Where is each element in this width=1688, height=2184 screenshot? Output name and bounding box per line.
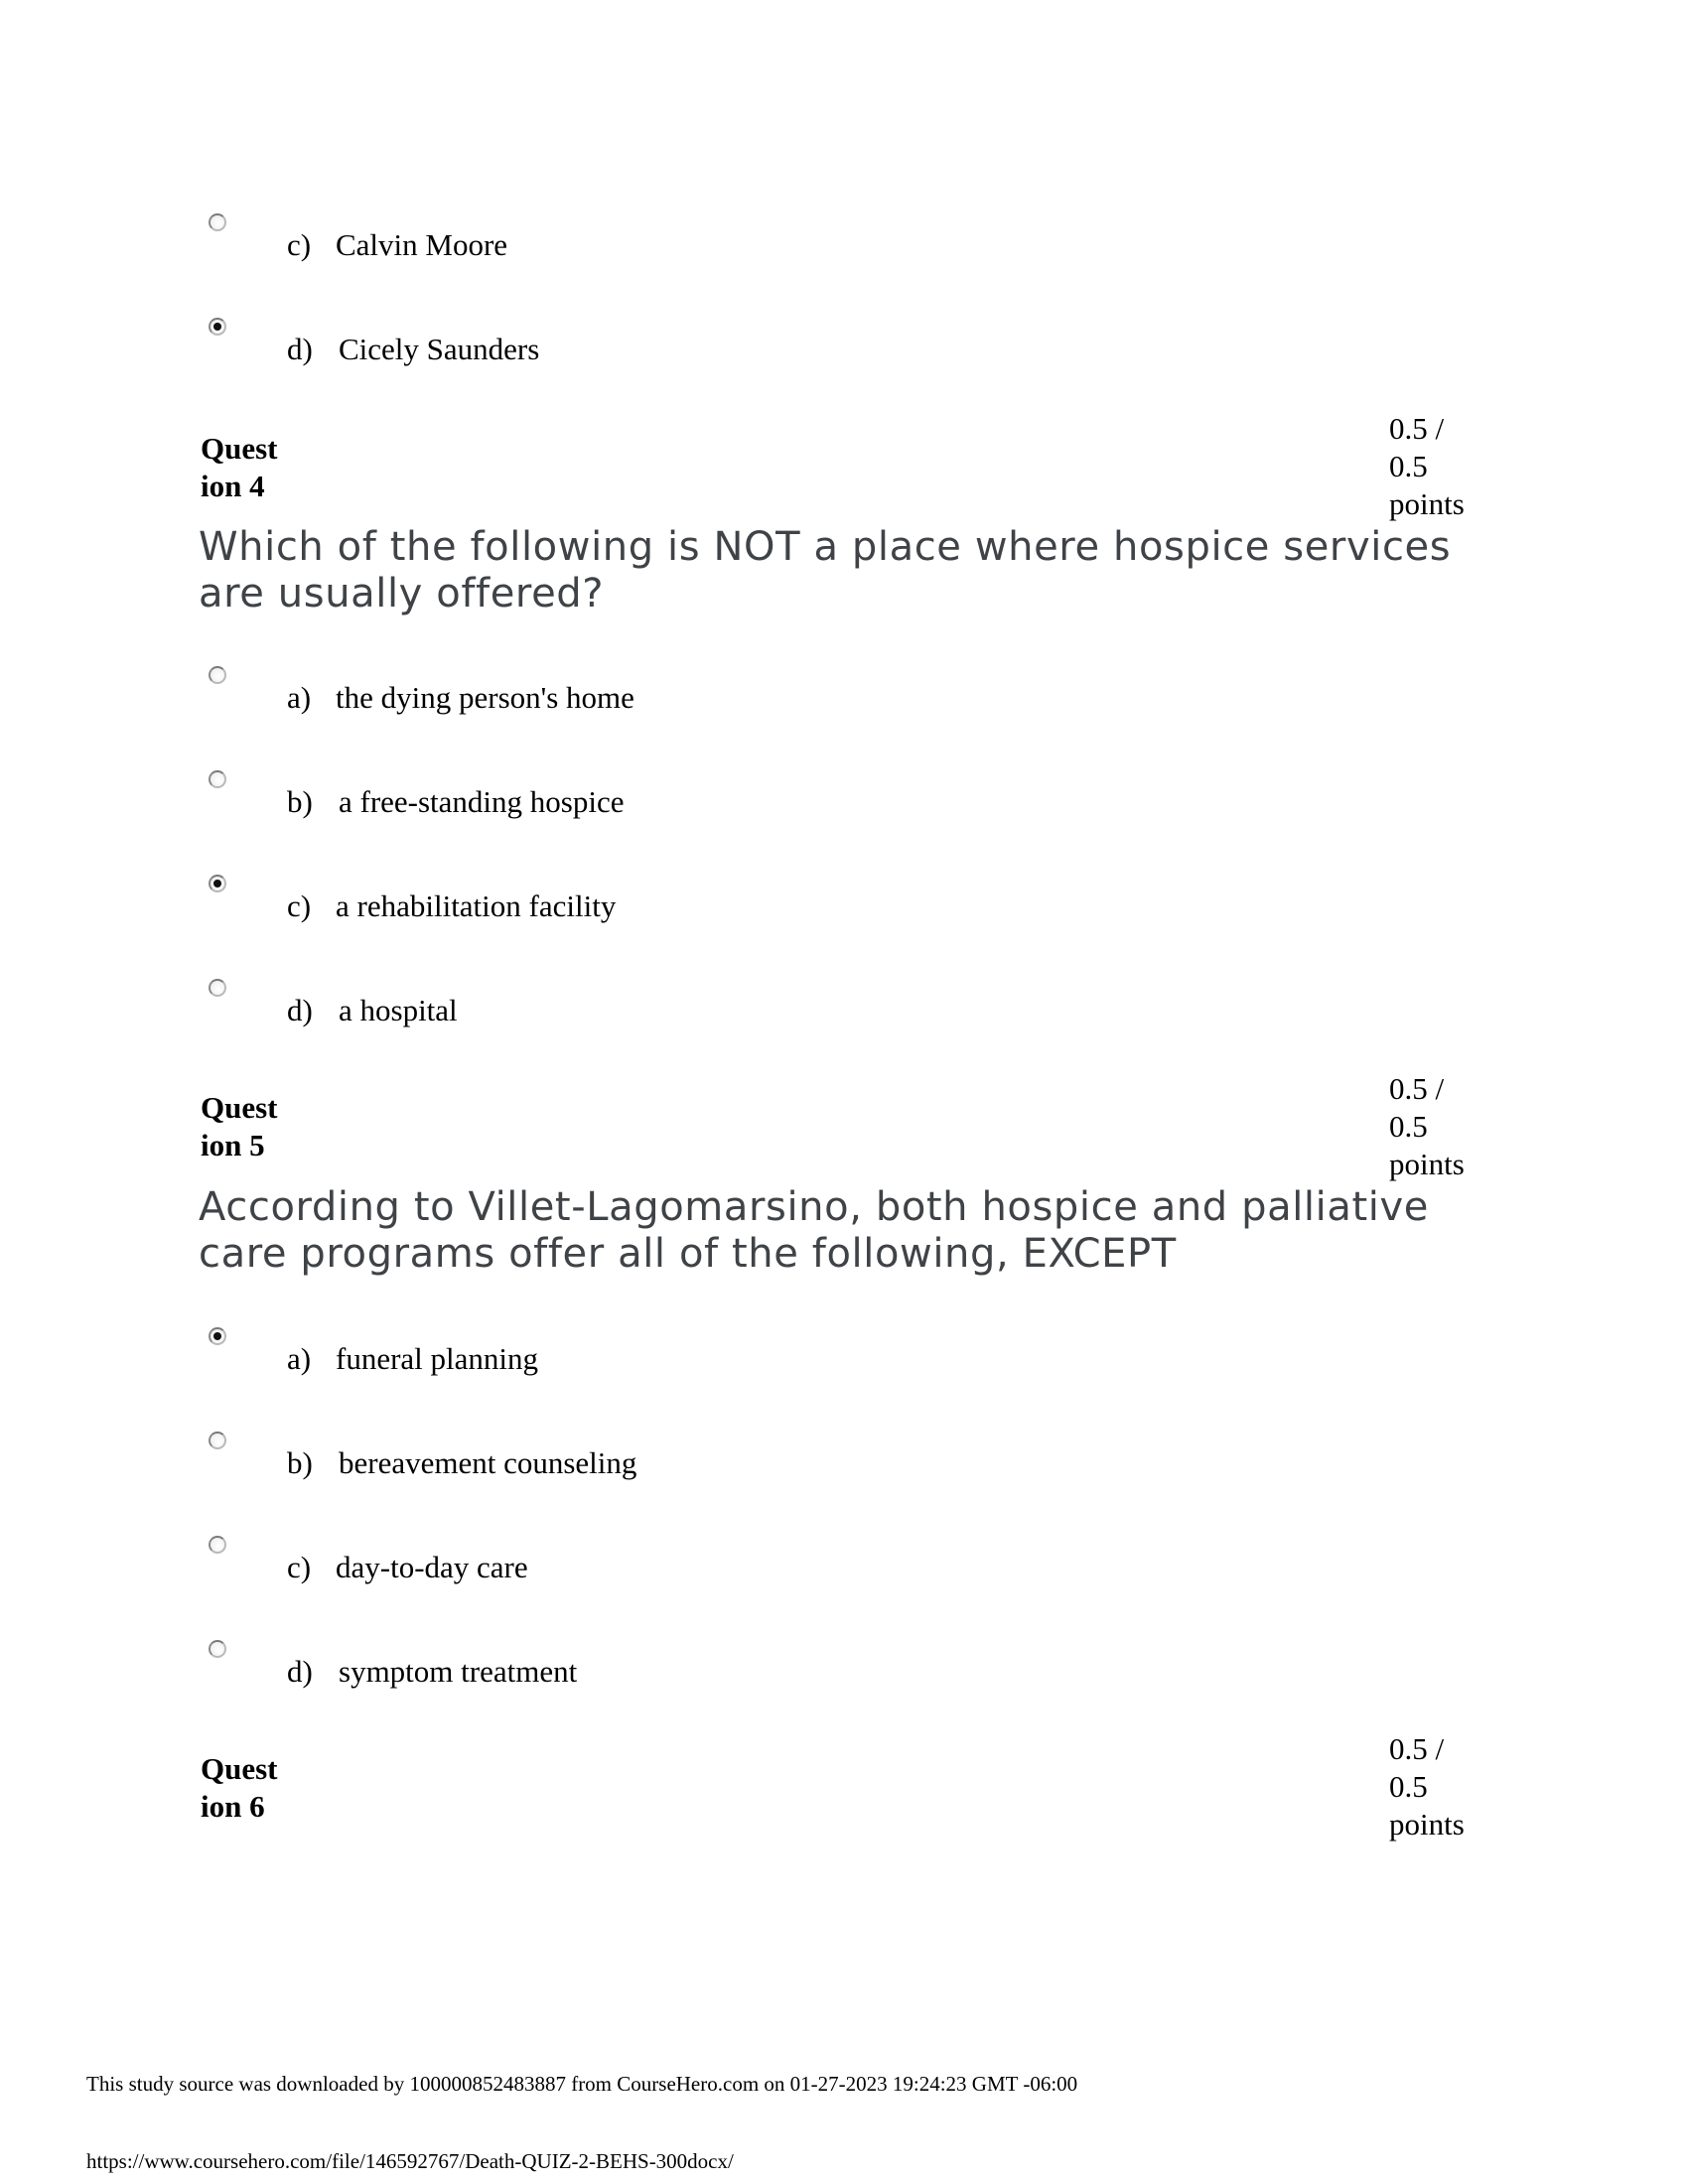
q4-option-c[interactable] [0,875,1688,944]
option-letter: c) [287,1550,312,1584]
question-4-points: 0.5 / 0.5 points [1389,411,1465,521]
option-text[interactable]: funeral planning [336,1341,539,1376]
question-4-label: Quest ion 4 [201,431,278,503]
option-text[interactable]: a free-standing hospice [339,784,625,819]
q3-option-d[interactable] [0,318,1688,387]
q5-option-c[interactable] [0,1536,1688,1605]
option-letter: c) [287,227,312,262]
option-text[interactable]: a rehabilitation facility [336,888,617,923]
radio-button[interactable] [209,213,226,231]
option-letter: a) [287,680,312,715]
radio-button-selected[interactable] [209,875,226,892]
radio-button[interactable] [209,770,226,788]
option-letter: d) [287,1654,313,1689]
radio-button-selected[interactable] [209,1327,226,1345]
option-text[interactable]: a hospital [339,993,458,1027]
question-6-label: Quest ion 6 [201,1751,278,1824]
option-letter: d) [287,332,313,366]
option-letter: a) [287,1341,312,1376]
q4-option-d[interactable] [0,979,1688,1048]
q5-option-a[interactable] [0,1327,1688,1397]
option-text[interactable]: day-to-day care [336,1550,528,1584]
q4-option-a[interactable] [0,666,1688,736]
option-text[interactable]: Cicely Saunders [339,332,540,366]
radio-button[interactable] [209,1536,226,1554]
q4-option-b[interactable] [0,770,1688,840]
option-text[interactable]: bereavement counseling [339,1445,637,1480]
option-letter: b) [287,784,313,819]
question-5-label: Quest ion 5 [201,1090,278,1162]
radio-button[interactable] [209,1640,226,1658]
radio-button[interactable] [209,666,226,684]
option-letter: c) [287,888,312,923]
question-5-points: 0.5 / 0.5 points [1389,1071,1465,1181]
option-text[interactable]: symptom treatment [339,1654,578,1689]
question-5-stem: According to Villet-Lagomarsino, both hospice and palliative care programs offer all of the following, EXCEPT [199,1184,1429,1277]
radio-button[interactable] [209,979,226,997]
q5-option-b[interactable] [0,1432,1688,1501]
q5-option-d[interactable] [0,1640,1688,1709]
radio-button-selected[interactable] [209,318,226,336]
q3-option-c[interactable] [0,213,1688,283]
question-4-stem: Which of the following is NOT a place where hospice services are usually offered? [199,524,1452,616]
radio-button[interactable] [209,1432,226,1449]
download-notice: This study source was downloaded by 100000852483887 from CourseHero.com on 01-27-2023 19:24:23 GMT -06:00 [86,2072,1078,2096]
option-letter: b) [287,1445,313,1480]
option-text[interactable]: Calvin Moore [336,227,508,262]
option-letter: d) [287,993,313,1027]
question-6-points: 0.5 / 0.5 points [1389,1731,1465,1842]
source-url[interactable]: https://www.coursehero.com/file/146592767/Death-QUIZ-2-BEHS-300docx/ [86,2149,734,2173]
option-text[interactable]: the dying person's home [336,680,634,715]
